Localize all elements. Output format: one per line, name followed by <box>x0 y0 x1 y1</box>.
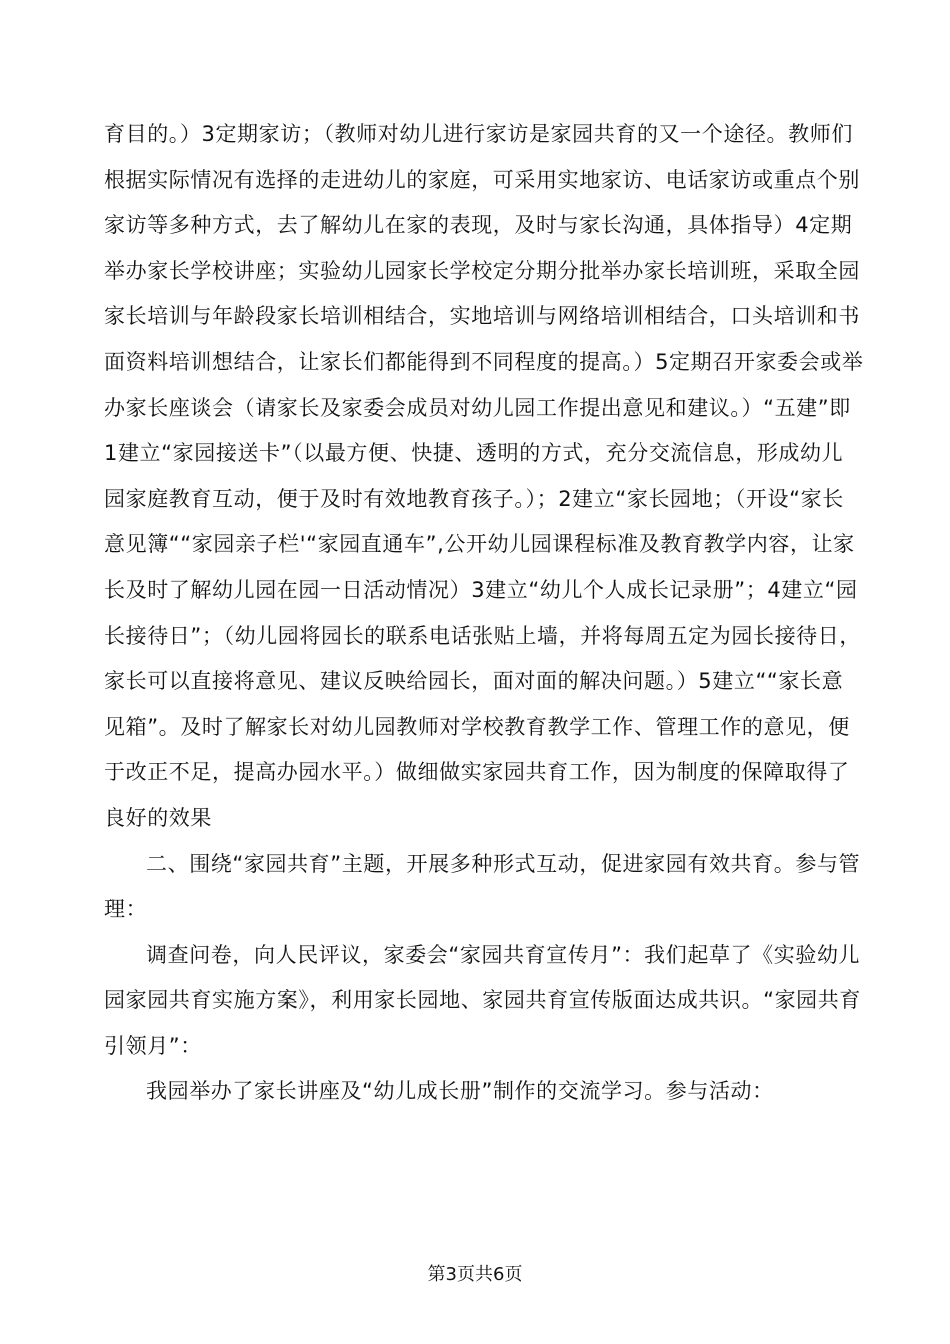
paragraph-family-visits: 育目的。）3定期家访；（教师对幼儿进行家访是家园共育的又一个途径。教师们根据实际情况有选择的走进幼儿的家庭，可采用实地家访、电话家访或重点个别家访等多种方式，去了解幼儿在家的表现，及时与家长沟通，具体指导）4定期举办家长学校讲座；实验幼儿园家长学校定分期分批举办家长培训班，采取全园家长培训与年龄段家长培训相结合，实地培训与网络培训相结合，口头培训和书面资料培训想结合，让家长们都能得到不同程度的提高。）5定期召开家委会或举办家长座谈会（请家长及家委会成员对幼儿园工作提出意见和建议。）“五建”即1建立“家园接送卡”（以最方便、快捷、透明的方式，充分交流信息，形成幼儿园家庭教育互动，便于及时有效地教育孩子。）；2建立“家长园地；（开设“家长意见簿““家园亲子栏'“家园直通车”,公开幼儿园课程标准及教育教学内容，让家长及时了解幼儿园在园一日活动情况）3建立“幼儿个人成长记录册”；4建立“园长接待日”；（幼儿园将园长的联系电话张贴上墙，并将每周五定为园长接待日，家长可以直接将意见、建议反映给园长，面对面的解决问题。）5建立““家长意见箱”。及时了解家长对幼儿园教师对学校教育教学工作、管理工作的意见，便于改正不足，提高办园水平。）做细做实家园共育工作，因为制度的保障取得了良好的效果 <box>104 122 864 830</box>
page-number-footer: 第3页共6页 <box>427 1264 523 1285</box>
paragraph-lectures: 我园举办了家长讲座及“幼儿成长册”制作的交流学习。参与活动： <box>146 1079 774 1104</box>
paragraph-survey-publicity: 调查问卷，向人民评议，家委会“家园共育宣传月”：我们起草了《实验幼儿园家园共育实施方案》，利用家长园地、家园共育宣传版面达成共识。“家园共育引领月”： <box>104 942 861 1058</box>
document-body <box>104 112 864 1115</box>
paragraph-section-two-heading: 二、围绕“家园共育”主题，开展多种形式互动，促进家园有效共育。参与管理： <box>104 851 861 922</box>
